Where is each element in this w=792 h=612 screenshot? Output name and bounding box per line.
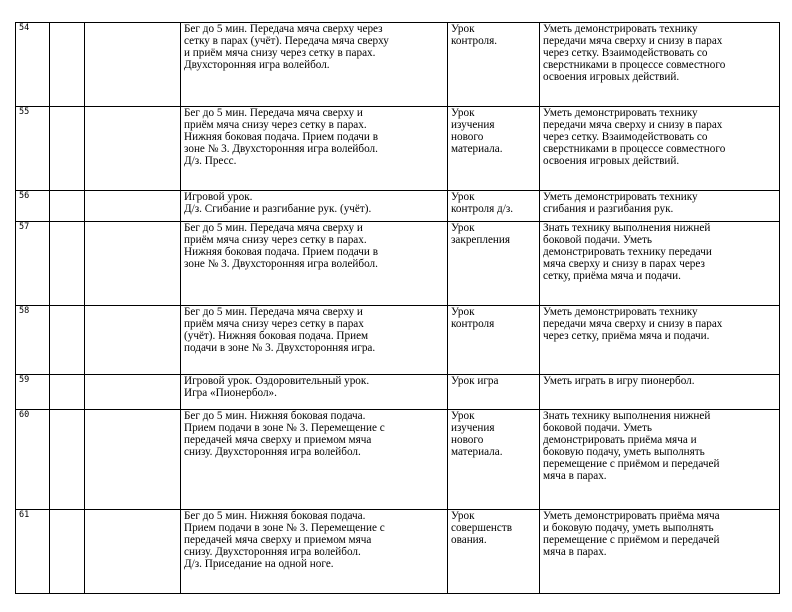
- date-plan-cell: [50, 23, 85, 107]
- table-row: [16, 510, 780, 594]
- date-plan-cell: [50, 510, 85, 594]
- lesson-content-cell: Игровой урок. Д/з. Сгибание и разгибание рук. (учёт).: [181, 191, 448, 222]
- lesson-number-cell: 55: [16, 107, 50, 191]
- lesson-type-cell: Урок контроля д/з.: [448, 191, 540, 222]
- date-fact-cell: [85, 375, 181, 410]
- lesson-plan-table: [15, 22, 780, 594]
- date-fact-cell: [85, 23, 181, 107]
- lesson-content-cell: Бег до 5 мин. Передача мяча сверху через сетку в парах (учёт). Передача мяча сверху и приём мяча снизу через сетку в парах. Двухсторонняя игра волейбол.: [181, 23, 448, 107]
- lesson-type-cell: Урок совершенств ования.: [448, 510, 540, 594]
- requirements-cell: Уметь демонстрировать технику передачи мяча сверху и снизу в парах через сетку. Взаимодействовать со сверстниками в процессе совместного освоения игровых действий.: [540, 23, 780, 107]
- table-row: [16, 23, 780, 107]
- lesson-type-cell: Урок изучения нового материала.: [448, 107, 540, 191]
- date-fact-cell: [85, 222, 181, 306]
- requirements-cell: Уметь демонстрировать технику передачи мяча сверху и снизу в парах через сетку, приёма мяча и подачи.: [540, 306, 780, 375]
- table-row: [16, 107, 780, 191]
- lesson-content-cell: Бег до 5 мин. Нижняя боковая подача. Прием подачи в зоне № 3. Перемещение с передачей мяча сверху и приемом мяча снизу. Двухсторонняя игра волейбол. Д/з. Приседание на одной ноге.: [181, 510, 448, 594]
- table-row: [16, 410, 780, 510]
- date-fact-cell: [85, 191, 181, 222]
- date-fact-cell: [85, 306, 181, 375]
- lesson-number-cell: 56: [16, 191, 50, 222]
- lesson-number-cell: 60: [16, 410, 50, 510]
- lesson-number-cell: 57: [16, 222, 50, 306]
- lesson-type-cell: Урок игра: [448, 375, 540, 410]
- date-plan-cell: [50, 306, 85, 375]
- date-plan-cell: [50, 410, 85, 510]
- table-row: [16, 375, 780, 410]
- requirements-cell: Знать технику выполнения нижней боковой подачи. Уметь демонстрировать приёма мяча и боковую подачу, уметь выполнять перемещение с приёмом и передачей мяча в парах.: [540, 410, 780, 510]
- date-plan-cell: [50, 191, 85, 222]
- lesson-type-cell: Урок контроля.: [448, 23, 540, 107]
- lesson-number-cell: 59: [16, 375, 50, 410]
- date-fact-cell: [85, 410, 181, 510]
- requirements-cell: Уметь играть в игру пионербол.: [540, 375, 780, 410]
- table-row: [16, 222, 780, 306]
- date-plan-cell: [50, 375, 85, 410]
- lesson-content-cell: Бег до 5 мин. Передача мяча сверху и приём мяча снизу через сетку в парах. Нижняя боковая подача. Прием подачи в зоне № 3. Двухсторонняя игра волейбол.: [181, 222, 448, 306]
- requirements-cell: Уметь демонстрировать приёма мяча и боковую подачу, уметь выполнять перемещение с приёмом и передачей мяча в парах.: [540, 510, 780, 594]
- requirements-cell: Уметь демонстрировать технику сгибания и разгибания рук.: [540, 191, 780, 222]
- lesson-number-cell: 54: [16, 23, 50, 107]
- date-plan-cell: [50, 222, 85, 306]
- date-fact-cell: [85, 510, 181, 594]
- table-row: [16, 306, 780, 375]
- lesson-type-cell: Урок изучения нового материала.: [448, 410, 540, 510]
- lesson-content-cell: Бег до 5 мин. Передача мяча сверху и приём мяча снизу через сетку в парах (учёт). Нижняя боковая подача. Прием подачи в зоне № 3. Двухсторонняя игра.: [181, 306, 448, 375]
- date-fact-cell: [85, 107, 181, 191]
- lesson-content-cell: Бег до 5 мин. Передача мяча сверху и приём мяча снизу через сетку в парах. Нижняя боковая подача. Прием подачи в зоне № 3. Двухсторонняя игра волейбол. Д/з. Пресс.: [181, 107, 448, 191]
- date-plan-cell: [50, 107, 85, 191]
- lesson-type-cell: Урок контроля: [448, 306, 540, 375]
- requirements-cell: Уметь демонстрировать технику передачи мяча сверху и снизу в парах через сетку. Взаимодействовать со сверстниками в процессе совместного освоения игровых действий.: [540, 107, 780, 191]
- lesson-content-cell: Бег до 5 мин. Нижняя боковая подача. Прием подачи в зоне № 3. Перемещение с передачей мяча сверху и приемом мяча снизу. Двухсторонняя игра волейбол.: [181, 410, 448, 510]
- lesson-number-cell: 61: [16, 510, 50, 594]
- table-row: [16, 191, 780, 222]
- lesson-content-cell: Игровой урок. Оздоровительный урок. Игра «Пионербол».: [181, 375, 448, 410]
- requirements-cell: Знать технику выполнения нижней боковой подачи. Уметь демонстрировать технику передачи мяча сверху и снизу в парах через сетку, приёма мяча и подачи.: [540, 222, 780, 306]
- lesson-number-cell: 58: [16, 306, 50, 375]
- lesson-type-cell: Урок закрепления: [448, 222, 540, 306]
